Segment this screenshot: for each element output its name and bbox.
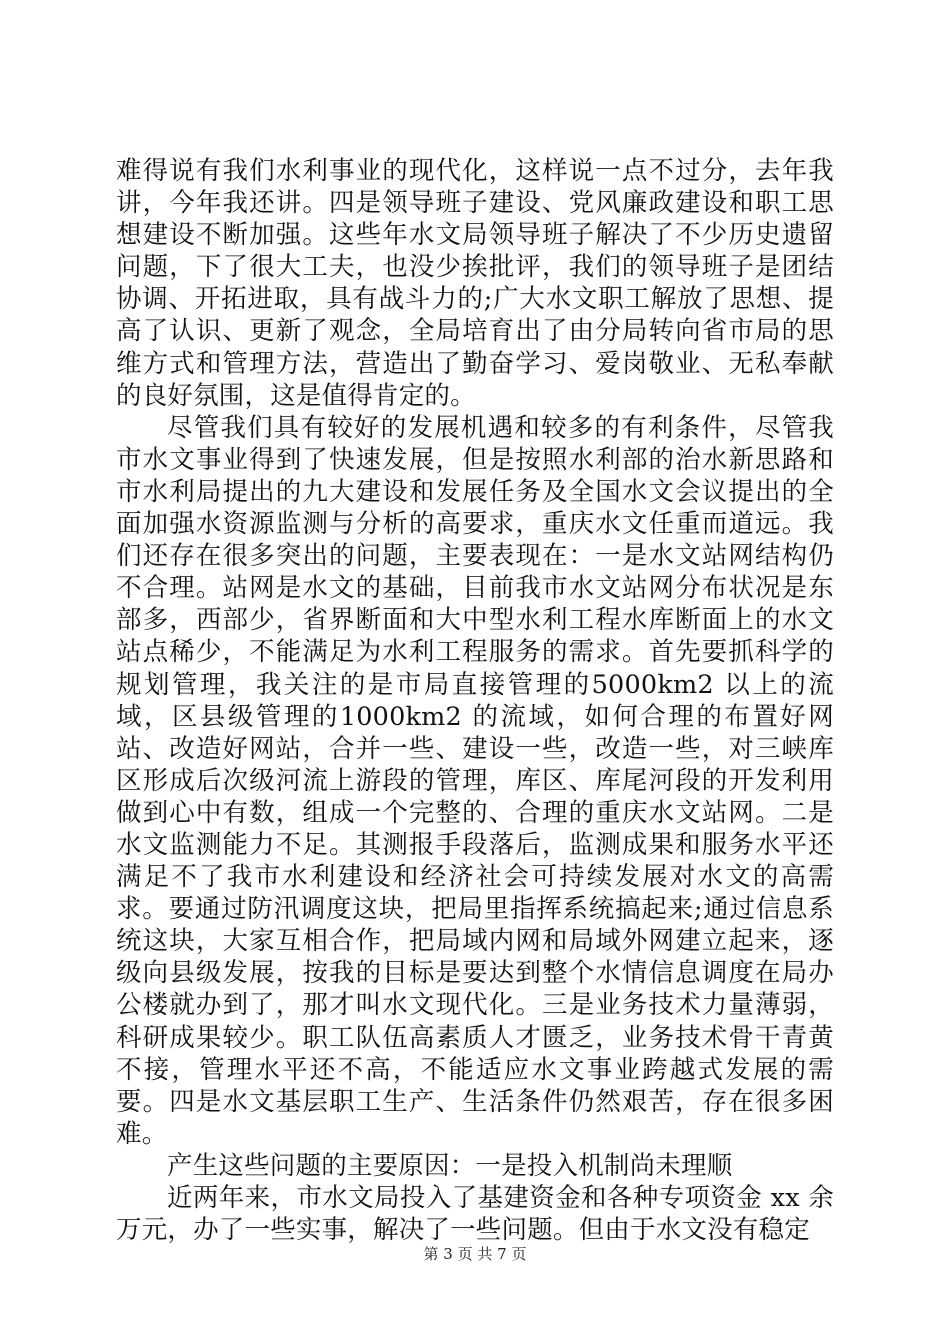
page-footer: 第 3 页 共 7 页 (423, 1245, 527, 1263)
paragraph-2: 尽管我们具有较好的发展机遇和较多的有利条件，尽管我市水文事业得到了快速发展，但是按照水利部的治水新思路和市水利局提出的九大建设和发展任务及全国水文会议提出的全面加强水资源监测与分析的高要求，重庆水文任重而道远。我们还存在很多突出的问题，主要表现在：一是水文站网结构仍不合理。站网是水文的基础，目前我市水文站网分布状况是东部多，西部少，省界断面和大中型水利工程水库断面上的水文站点稀少，不能满足为水利工程服务的需求。首先要抓科学的规划管理，我关注的是市局直接管理的5000km2 以上的流域，区县级管理的1000km2 的流域，如何合理的布置好网站、改造好网站，合并一些、建设一些，改造一些，对三峡库区形成后次级河流上游段的管理，库区、库尾河段的开发利用做到心中有数，组成一个完整的、合理的重庆水文站网。二是水文监测能力不足。其测报手段落后，监测成果和服务水平还满足不了我市水利建设和经济社会可持续发展对水文的高需求。要通过防汛调度这块，把局里指挥系统搞起来;通过信息系统这块，大家互相合作，把局域内网和局域外网建立起来，逐级向县级发展，按我的目标是要达到整个水情信息调度在局办公楼就办到了，那才叫水文现代化。三是业务技术力量薄弱，科研成果较少。职工队伍高素质人才匮乏，业务技术骨干青黄不接，管理水平还不高，不能适应水文事业跨越式发展的需要。四是水文基层职工生产、生活条件仍然艰苦，存在很多困难。 (116, 412, 834, 1149)
document-body (116, 155, 834, 1246)
paragraph-4: 近两年来，市水文局投入了基建资金和各种专项资金 xx 余万元，办了一些实事，解决了一些问题。但由于水文没有稳定 (116, 1183, 834, 1246)
paragraph-1: 难得说有我们水利事业的现代化，这样说一点不过分，去年我讲，今年我还讲。四是领导班子建设、党风廉政建设和职工思想建设不断加强。这些年水文局领导班子解决了不少历史遗留问题，下了很大工夫，也没少挨批评，我们的领导班子是团结协调、开拓进取，具有战斗力的;广大水文职工解放了思想、提高了认识、更新了观念，全局培育出了由分局转向省市局的思维方式和管理方法，营造出了勤奋学习、爱岗敬业、无私奉献的良好氛围，这是值得肯定的。 (116, 156, 834, 411)
paragraph-3: 产生这些问题的主要原因：一是投入机制尚未理顺 (167, 1150, 733, 1181)
